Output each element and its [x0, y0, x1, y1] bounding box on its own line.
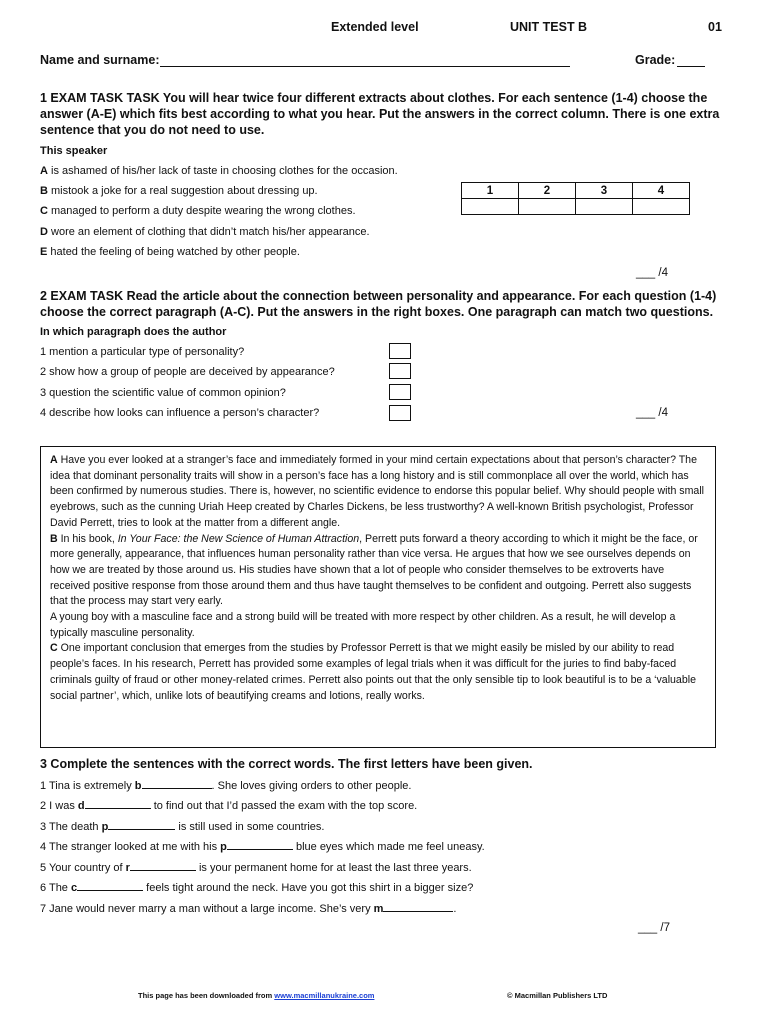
answer-box-1[interactable]: [389, 343, 411, 359]
footer-copyright: © Macmillan Publishers LTD: [507, 991, 608, 1000]
blank-5[interactable]: [130, 860, 196, 871]
grade-field[interactable]: [677, 55, 705, 67]
task3-score: ___ /7: [638, 922, 670, 934]
task2-question-4: 4 describe how looks can influence a person’s character?: [40, 407, 320, 419]
paragraph-b-continued: A young boy with a masculine face and a strong build will be treated with more respect by other children. As a result, he will develop a typically masculine personality.: [50, 611, 676, 639]
sentence-2: 2 I was d to find out that I’d passed the exam with the top score.: [40, 800, 418, 812]
paragraph-b: B In his book, In Your Face: the New Science of Human Attraction, Perrett puts forward a theory according to which it might be the face, or more generally, appearance, that influences human personality rather than vice versa. He argues that how we see ourselves depends on how we are treated by those around us. His studies have shown that a lot of people who consider themselves to be extroverts have received positive response from those around them and thus have taught themselves to be confident and outgoing. Perrett also suggests that the process may start very early.: [50, 532, 698, 608]
grade-label: Grade:: [635, 53, 676, 67]
answer-col-header-1: 1: [462, 183, 519, 199]
level-label: Extended level: [331, 20, 419, 34]
answer-col-header-4: 4: [633, 183, 690, 199]
sentence-7: 7 Jane would never marry a man without a large income. She’s very m .: [40, 903, 457, 915]
task1-option-e: E hated the feeling of being watched by other people.: [40, 246, 300, 258]
test-title: UNIT TEST B: [510, 20, 588, 34]
sentence-1: 1 Tina is extremely b . She loves giving orders to other people.: [40, 780, 412, 792]
blank-7[interactable]: [383, 901, 453, 912]
task1-option-a: A is ashamed of his/her lack of taste in choosing clothes for the occasion.: [40, 165, 398, 177]
answer-cell-2[interactable]: [519, 199, 576, 215]
book-title: In Your Face: the New Science of Human Attraction: [117, 532, 360, 545]
answer-col-header-2: 2: [519, 183, 576, 199]
task1-option-d: D wore an element of clothing that didn’t match his/her appearance.: [40, 226, 370, 238]
task3-title: 3 Complete the sentences with the correct words. The first letters have been given.: [40, 757, 533, 771]
task1-title: 1 EXAM TASK TASK You will hear twice four different extracts about clothes. For each sentence (1-4) choose the answer (A-E) which fits best according to what you hear. Put the answers in the correct column. There is one extra sentence that you do not need to use.: [40, 91, 720, 137]
sentence-5: 5 Your country of r is your permanent home for at least the last three years.: [40, 862, 472, 874]
answer-cell-3[interactable]: [576, 199, 633, 215]
footer-download-note: This page has been downloaded from www.macmillanukraine.com: [138, 991, 375, 1000]
task1-score: ___ /4: [636, 267, 668, 279]
task2-score: ___ /4: [636, 407, 668, 419]
name-label: Name and surname:: [40, 53, 160, 67]
task1-option-c: C managed to perform a duty despite wearing the wrong clothes.: [40, 205, 356, 217]
answer-col-header-3: 3: [576, 183, 633, 199]
paragraph-a: A Have you ever looked at a stranger’s face and immediately formed in your mind certain expectations about that person’s character? The idea that dominant personality traits will show in a person’s face has a long history and is still commonplace all over the world, which has been confirmed by numerous studies. There is, however, no scientific evidence to endorse this popular belief. Why should people with small eyebrows, such as the cunning Uriah Heep created by Charles Dickens, be less trustworthy? A well-known British psychologist, Professor David Perrett, tries to look at the matter from a different angle.: [50, 454, 705, 529]
article-box: [40, 446, 716, 748]
task2-question-2: 2 show how a group of people are deceived by appearance?: [40, 366, 335, 378]
task2-subtitle: In which paragraph does the author: [40, 326, 227, 338]
task2-title: 2 EXAM TASK Read the article about the connection between personality and appearance. For each question (1-4) choose the correct paragraph (A-C). Put the answers in the right boxes. One paragraph can match two questions.: [40, 289, 717, 319]
paragraph-c: C One important conclusion that emerges from the studies by Professor Perrett is that we might easily be misled by our ability to read people’s faces. In his research, Perrett has provided some examples of legal trials when it was difficult for the juries to find baby-faced criminals guilty of fraud or other money-related crimes. Perrett also points out that the only sensible tip to look beautiful is to be a ‘valuable social partner’, which, unlike lots of beautifying creams and lotions, really works.: [50, 642, 696, 702]
answer-box-4[interactable]: [389, 405, 411, 421]
answer-cell-1[interactable]: [462, 199, 519, 215]
blank-6[interactable]: [77, 880, 143, 891]
blank-1[interactable]: [142, 778, 212, 789]
task1-answer-table: [461, 182, 690, 215]
sentence-4: 4 The stranger looked at me with his p blue eyes which made me feel uneasy.: [40, 841, 485, 853]
answer-cell-4[interactable]: [633, 199, 690, 215]
task2-question-3: 3 question the scientific value of common opinion?: [40, 387, 286, 399]
blank-3[interactable]: [108, 819, 175, 830]
sentence-6: 6 The c feels tight around the neck. Have you got this shirt in a bigger size?: [40, 882, 474, 894]
blank-2[interactable]: [85, 798, 151, 809]
page-number: 01: [708, 20, 722, 34]
footer-link[interactable]: www.macmillanukraine.com: [274, 991, 375, 1000]
name-field[interactable]: [160, 55, 570, 67]
task1-subtitle: This speaker: [40, 145, 108, 157]
blank-4[interactable]: [227, 839, 293, 850]
task1-option-b: B mistook a joke for a real suggestion about dressing up.: [40, 185, 318, 197]
answer-box-3[interactable]: [389, 384, 411, 400]
task2-question-1: 1 mention a particular type of personality?: [40, 346, 245, 358]
answer-box-2[interactable]: [389, 363, 411, 379]
sentence-3: 3 The death p is still used in some countries.: [40, 821, 325, 833]
